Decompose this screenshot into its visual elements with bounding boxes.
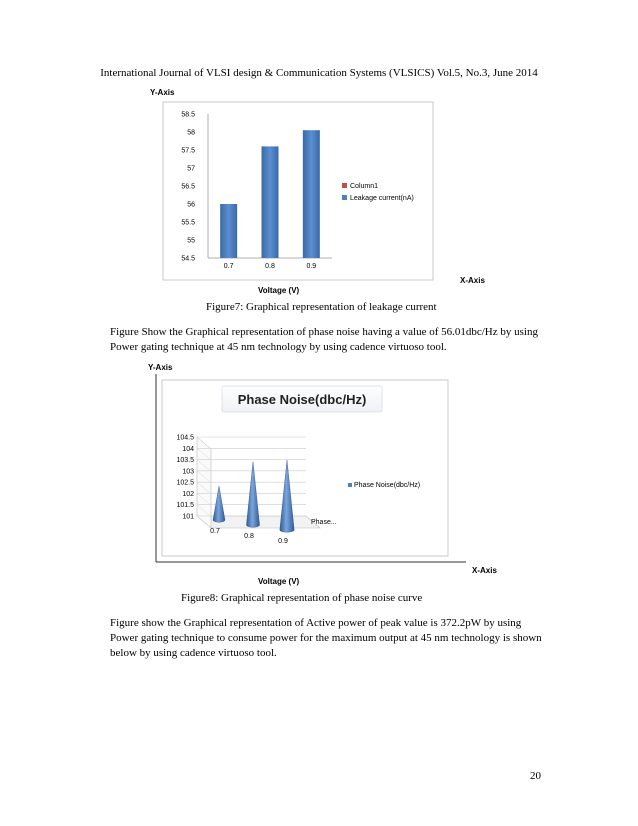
figure7-y-tick-label: 58 xyxy=(187,129,195,137)
figure8-x-tick-label: 0.8 xyxy=(244,533,254,540)
figure8-legend-phase-noise: Phase Noise(dbc/Hz) xyxy=(354,482,421,489)
figure7-x-axis-label: X-Axis xyxy=(460,276,485,285)
figure8-y-tick-label: 103 xyxy=(182,468,194,476)
figure7-x-tick-label: 0.8 xyxy=(265,263,275,270)
figure8-y-tick-label: 101.5 xyxy=(176,502,194,510)
figure7-y-tick-label: 56 xyxy=(187,201,195,209)
figure7-y-tick-label: 55 xyxy=(187,237,195,245)
figure7-legend-swatch-column1 xyxy=(342,183,347,188)
figure7-y-tick-label: 57.5 xyxy=(181,147,195,155)
figure8-caption: Figure8: Graphical representation of phase noise curve xyxy=(181,592,423,604)
figure8-y-tick-label: 103.5 xyxy=(176,457,194,465)
figure8-x-tick-label: 0.9 xyxy=(278,538,288,545)
figure8-depth-label: Phase... xyxy=(311,519,337,526)
figure7-y-tick-label: 58.5 xyxy=(181,111,195,119)
journal-header: International Journal of VLSI design & Communication Systems (VLSICS) Vol.5, No.3, June 2014 xyxy=(100,67,538,79)
paragraph-active-power: Figure show the Graphical representation of Active power of peak value is 372.2pW by using Power gating technique to consume power for the maximum output at 45 nm technology is shown below by using cadence virtuoso tool. xyxy=(110,617,542,659)
figure7-bar xyxy=(303,130,320,258)
figure8-title: Phase Noise(dbc/Hz) xyxy=(237,392,367,407)
figure8-y-tick-label: 101 xyxy=(182,513,194,521)
figure7-x-tick-label: 0.9 xyxy=(306,263,317,270)
figure8-legend-swatch xyxy=(348,483,352,487)
figure8-y-axis-label: Y-Axis xyxy=(148,363,173,372)
figure7-caption: Figure7: Graphical representation of leakage current xyxy=(206,301,437,313)
figure8-y-tick-label: 102 xyxy=(182,490,194,498)
figure8-y-tick-label: 102.5 xyxy=(176,479,194,487)
figure7-legend-swatch-leakage xyxy=(342,195,347,200)
figure8-x-title: Voltage (V) xyxy=(258,577,300,586)
page-number: 20 xyxy=(530,770,541,782)
figure7-y-tick-label: 55.5 xyxy=(181,219,195,227)
figure7-y-axis-label: Y-Axis xyxy=(150,88,175,97)
figure8-x-tick-label: 0.7 xyxy=(210,528,220,535)
figure7-y-tick-label: 54.5 xyxy=(181,255,195,263)
figure7-bar xyxy=(220,204,237,258)
figure7-legend-leakage: Leakage current(nA) xyxy=(350,195,414,202)
figure7-y-tick-label: 56.5 xyxy=(181,183,195,191)
figure8-side-wall xyxy=(197,437,211,528)
figure7-y-tick-label: 57 xyxy=(187,165,195,173)
figure7-bar xyxy=(262,146,279,258)
figure7-x-title: Voltage (V) xyxy=(258,286,300,295)
paragraph-phase-noise: Figure Show the Graphical representation of phase noise having a value of 56.01dbc/Hz by using Power gating technique at 45 nm technology by using cadence virtuoso tool. xyxy=(110,326,538,353)
figure7-x-tick-label: 0.7 xyxy=(223,263,234,270)
figure8-x-axis-label: X-Axis xyxy=(472,566,497,575)
figure8-y-tick-label: 104.5 xyxy=(176,434,194,442)
figure7-legend-column1: Column1 xyxy=(350,183,379,190)
figure8-y-tick-label: 104 xyxy=(182,445,194,453)
figure7-plot-frame xyxy=(163,102,433,280)
